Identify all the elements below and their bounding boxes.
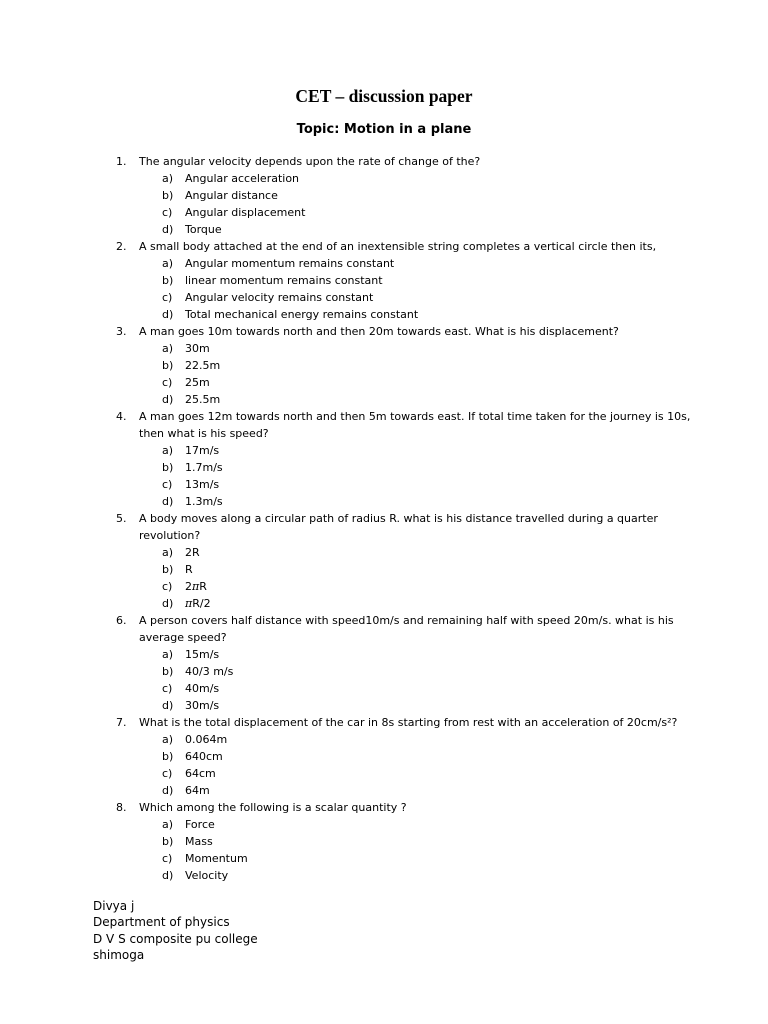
question-4 <box>0 408 768 510</box>
option-text: 30m/s <box>185 699 220 712</box>
option-text: linear momentum remains constant <box>185 274 383 287</box>
question-text: average speed? <box>139 631 227 644</box>
option-item <box>0 544 768 561</box>
option-item <box>0 170 768 187</box>
option-letter: d) <box>162 393 174 406</box>
option-letter: d) <box>162 784 174 797</box>
option-letter: b) <box>162 189 174 202</box>
question-3 <box>0 323 768 408</box>
question-8 <box>0 799 768 884</box>
option-letter: d) <box>162 699 174 712</box>
author-footer <box>93 898 258 963</box>
option-item <box>0 221 768 238</box>
option-letter: c) <box>162 376 173 389</box>
question-text: A man goes 12m towards north and then 5m towards east. If total time taken for the journey is 10s, <box>139 410 691 423</box>
author-college: D V S composite pu college <box>93 931 258 946</box>
question-text: A person covers half distance with speed10m/s and remaining half with speed 20m/s. what is his <box>139 614 674 627</box>
option-text: 1.3m/s <box>185 495 223 508</box>
option-text: 25m <box>185 376 210 389</box>
option-item <box>0 357 768 374</box>
question-line <box>0 408 768 425</box>
question-2 <box>0 238 768 323</box>
option-letter: c) <box>162 852 173 865</box>
option-text: Angular acceleration <box>185 172 300 185</box>
question-number: 5. <box>116 512 127 525</box>
option-text: Mass <box>185 835 213 848</box>
question-line <box>0 425 768 442</box>
option-letter: a) <box>162 342 174 355</box>
option-letter: b) <box>162 835 174 848</box>
question-number: 3. <box>116 325 127 338</box>
question-line <box>0 629 768 646</box>
option-letter: a) <box>162 257 174 270</box>
question-line <box>0 612 768 629</box>
question-text: revolution? <box>139 529 201 542</box>
option-letter: d) <box>162 495 174 508</box>
author-city: shimoga <box>93 947 145 962</box>
option-letter: c) <box>162 580 173 593</box>
option-item <box>0 595 768 612</box>
option-item <box>0 289 768 306</box>
option-letter: d) <box>162 308 174 321</box>
option-item <box>0 340 768 357</box>
option-letter: b) <box>162 665 174 678</box>
question-line <box>0 510 768 527</box>
question-5 <box>0 510 768 612</box>
option-letter: a) <box>162 733 174 746</box>
option-letter: c) <box>162 206 173 219</box>
option-item <box>0 561 768 578</box>
option-text: R <box>185 563 193 576</box>
option-item <box>0 255 768 272</box>
question-number: 1. <box>116 155 127 168</box>
option-item <box>0 782 768 799</box>
option-item <box>0 578 768 595</box>
question-1 <box>0 153 768 238</box>
option-letter: c) <box>162 291 173 304</box>
option-text: 40m/s <box>185 682 220 695</box>
option-letter: a) <box>162 818 174 831</box>
option-text: 22.5m <box>185 359 221 372</box>
question-line <box>0 799 768 816</box>
option-letter: b) <box>162 359 174 372</box>
question-text: A man goes 10m towards north and then 20m towards east. What is his displacement? <box>139 325 619 338</box>
option-text: 64cm <box>185 767 216 780</box>
question-number: 4. <box>116 410 127 423</box>
option-item <box>0 663 768 680</box>
option-item <box>0 204 768 221</box>
question-text: A body moves along a circular path of radius R. what is his distance travelled during a quarter <box>139 512 658 525</box>
question-text: then what is his speed? <box>139 427 269 440</box>
option-letter: d) <box>162 869 174 882</box>
option-text: 64m <box>185 784 210 797</box>
option-text: 2R <box>185 546 200 559</box>
question-number: 6. <box>116 614 127 627</box>
option-item <box>0 816 768 833</box>
option-letter: d) <box>162 597 174 610</box>
question-number: 2. <box>116 240 127 253</box>
option-letter: a) <box>162 444 174 457</box>
option-text: 25.5m <box>185 393 221 406</box>
option-item <box>0 272 768 289</box>
option-text: 640cm <box>185 750 223 763</box>
author-department: Department of physics <box>93 915 230 930</box>
option-item <box>0 187 768 204</box>
option-item <box>0 850 768 867</box>
question-text: What is the total displacement of the car in 8s starting from rest with an acceleration of 20cm/s²? <box>139 716 678 729</box>
author-name: Divya j <box>93 899 135 913</box>
option-item <box>0 748 768 765</box>
option-item <box>0 391 768 408</box>
option-text: Total mechanical energy remains constant <box>185 308 419 321</box>
option-letter: b) <box>162 563 174 576</box>
option-item <box>0 374 768 391</box>
option-text: 1.7m/s <box>185 461 223 474</box>
option-text: Angular displacement <box>185 206 306 219</box>
option-text: Angular distance <box>185 189 278 202</box>
option-item <box>0 833 768 850</box>
option-letter: b) <box>162 461 174 474</box>
option-text: 40/3 m/s <box>185 665 234 678</box>
option-item <box>0 476 768 493</box>
option-letter: d) <box>162 223 174 236</box>
option-item <box>0 680 768 697</box>
option-letter: a) <box>162 172 174 185</box>
option-letter: c) <box>162 478 173 491</box>
question-number: 8. <box>116 801 127 814</box>
question-list <box>0 153 768 884</box>
option-item <box>0 646 768 663</box>
option-text: 2πR <box>185 580 207 593</box>
question-text: The angular velocity depends upon the rate of change of the? <box>139 155 481 168</box>
option-letter: a) <box>162 648 174 661</box>
question-7 <box>0 714 768 799</box>
option-text: Torque <box>185 223 222 236</box>
option-letter: a) <box>162 546 174 559</box>
option-text: 0.064m <box>185 733 228 746</box>
option-text: Angular momentum remains constant <box>185 257 395 270</box>
page-title: CET – discussion paper <box>295 86 473 106</box>
option-text: 15m/s <box>185 648 220 661</box>
option-item <box>0 459 768 476</box>
option-text: 17m/s <box>185 444 220 457</box>
option-text: πR/2 <box>185 597 211 610</box>
option-letter: b) <box>162 750 174 763</box>
question-6 <box>0 612 768 714</box>
option-letter: c) <box>162 767 173 780</box>
question-line <box>0 527 768 544</box>
option-item <box>0 697 768 714</box>
question-number: 7. <box>116 716 127 729</box>
option-text: 30m <box>185 342 210 355</box>
question-line <box>0 153 768 170</box>
option-text: Angular velocity remains constant <box>185 291 374 304</box>
question-text: A small body attached at the end of an inextensible string completes a vertical circle then its, <box>139 240 657 253</box>
option-item <box>0 493 768 510</box>
option-item <box>0 306 768 323</box>
option-text: 13m/s <box>185 478 220 491</box>
option-text: Momentum <box>185 852 248 865</box>
option-letter: b) <box>162 274 174 287</box>
option-letter: c) <box>162 682 173 695</box>
page-topic: Topic: Motion in a plane <box>296 122 472 137</box>
option-text: Velocity <box>185 869 229 882</box>
question-line <box>0 714 768 731</box>
option-item <box>0 731 768 748</box>
option-item <box>0 867 768 884</box>
option-text: Force <box>185 818 215 831</box>
option-item <box>0 442 768 459</box>
question-line <box>0 238 768 255</box>
question-text: Which among the following is a scalar quantity ? <box>139 801 407 814</box>
question-line <box>0 323 768 340</box>
option-item <box>0 765 768 782</box>
